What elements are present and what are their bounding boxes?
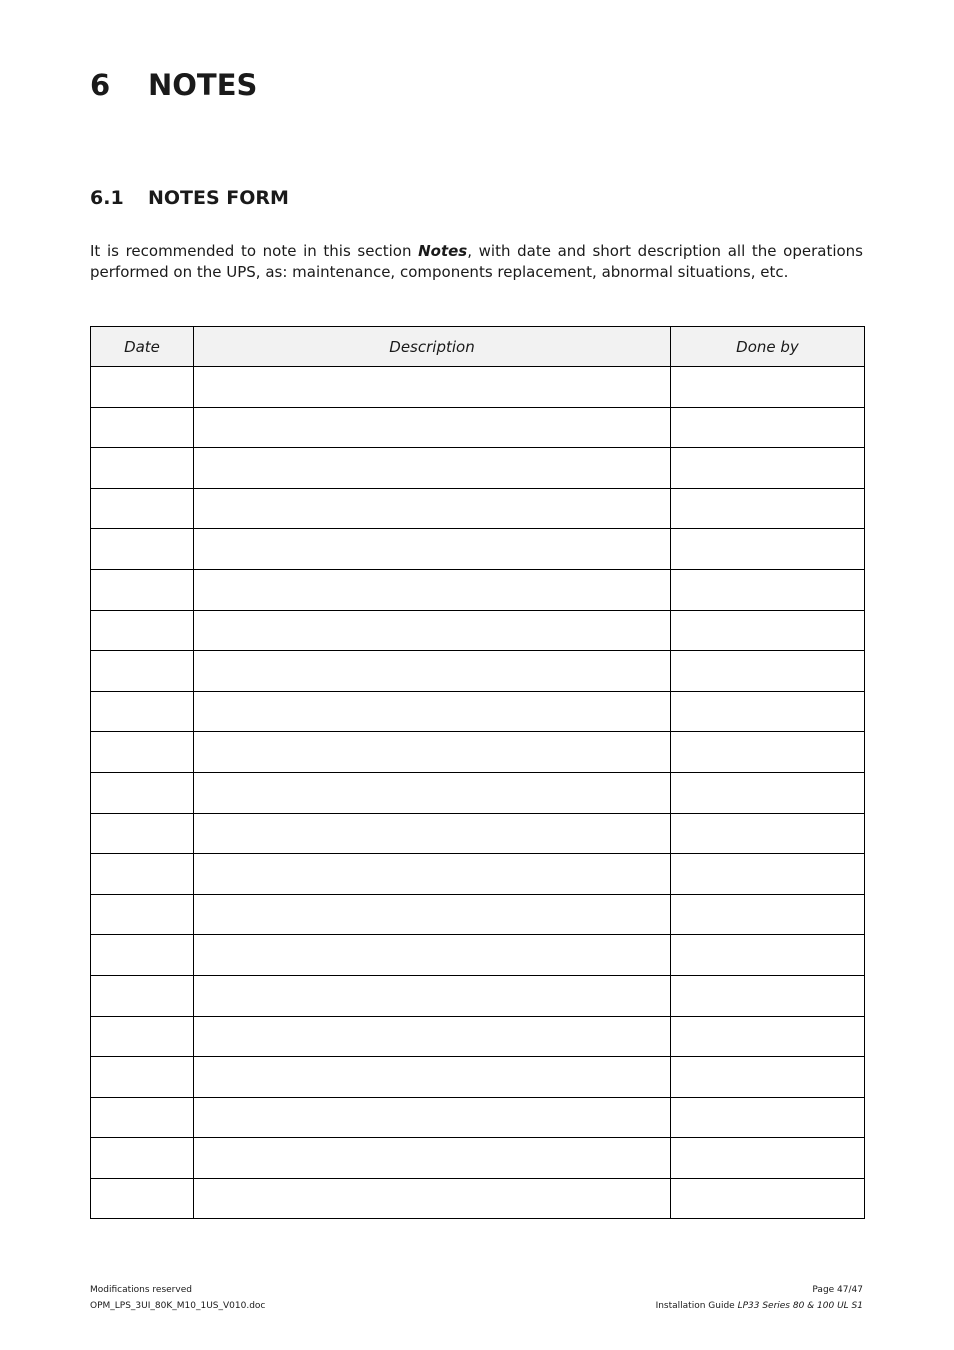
table-row	[91, 732, 865, 773]
date-cell[interactable]	[91, 772, 194, 813]
section-number: 6.1	[90, 187, 124, 209]
table-row	[91, 935, 865, 976]
table-row	[91, 975, 865, 1016]
chapter-number: 6	[90, 68, 111, 102]
table-row	[91, 1097, 865, 1138]
date-cell[interactable]	[91, 732, 194, 773]
table-row	[91, 1057, 865, 1098]
date-cell[interactable]	[91, 854, 194, 895]
table-row	[91, 407, 865, 448]
table-row	[91, 854, 865, 895]
date-cell[interactable]	[91, 610, 194, 651]
table-row	[91, 1178, 865, 1219]
footer-page-number: Page 47/47	[812, 1285, 863, 1295]
date-cell[interactable]	[91, 367, 194, 408]
done-by-cell[interactable]	[671, 772, 865, 813]
intro-emphasis: Notes	[418, 242, 468, 260]
table-row	[91, 610, 865, 651]
description-cell[interactable]	[194, 651, 671, 692]
date-cell[interactable]	[91, 407, 194, 448]
table-row	[91, 1016, 865, 1057]
description-cell[interactable]	[194, 772, 671, 813]
description-cell[interactable]	[194, 1097, 671, 1138]
done-by-cell[interactable]	[671, 1138, 865, 1179]
date-cell[interactable]	[91, 894, 194, 935]
done-by-cell[interactable]	[671, 854, 865, 895]
footer-doc-title	[656, 1301, 863, 1311]
footer-doc-model: LP33 Series 80 & 100 UL S1	[737, 1301, 863, 1311]
date-cell[interactable]	[91, 569, 194, 610]
done-by-cell[interactable]	[671, 1178, 865, 1219]
date-cell[interactable]	[91, 448, 194, 489]
done-by-cell[interactable]	[671, 529, 865, 570]
done-by-cell[interactable]	[671, 935, 865, 976]
date-cell[interactable]	[91, 488, 194, 529]
description-cell[interactable]	[194, 569, 671, 610]
description-cell[interactable]	[194, 813, 671, 854]
done-by-cell[interactable]	[671, 732, 865, 773]
date-cell[interactable]	[91, 975, 194, 1016]
done-by-cell[interactable]	[671, 651, 865, 692]
done-by-cell[interactable]	[671, 407, 865, 448]
footer-left-line1: Modifications reserved	[90, 1285, 192, 1295]
description-cell[interactable]	[194, 732, 671, 773]
table-row	[91, 488, 865, 529]
table-row	[91, 367, 865, 408]
date-cell[interactable]	[91, 1178, 194, 1219]
done-by-cell[interactable]	[671, 1057, 865, 1098]
table-row	[91, 529, 865, 570]
description-cell[interactable]	[194, 975, 671, 1016]
table-row	[91, 448, 865, 489]
description-cell[interactable]	[194, 1138, 671, 1179]
section-heading	[90, 187, 289, 209]
notes-table	[90, 326, 865, 1219]
done-by-cell[interactable]	[671, 894, 865, 935]
table-row	[91, 1138, 865, 1179]
footer-doc-prefix: Installation Guide	[655, 1301, 738, 1311]
done-by-cell[interactable]	[671, 1097, 865, 1138]
date-cell[interactable]	[91, 935, 194, 976]
date-cell[interactable]	[91, 1057, 194, 1098]
footer-left-line2: OPM_LPS_3UI_80K_M10_1US_V010.doc	[90, 1301, 266, 1311]
date-cell[interactable]	[91, 813, 194, 854]
done-by-cell[interactable]	[671, 610, 865, 651]
intro-text-after: , with date and short description all the operations performed on the UPS, as: maintenance, components replacement, abnormal situations, etc.	[90, 242, 863, 281]
date-cell[interactable]	[91, 691, 194, 732]
date-cell[interactable]	[91, 1138, 194, 1179]
table-row	[91, 772, 865, 813]
done-by-cell[interactable]	[671, 975, 865, 1016]
chapter-heading	[90, 68, 257, 102]
column-header-done-by: Done by	[671, 327, 865, 367]
done-by-cell[interactable]	[671, 367, 865, 408]
description-cell[interactable]	[194, 488, 671, 529]
done-by-cell[interactable]	[671, 569, 865, 610]
notes-table-header	[91, 327, 865, 367]
description-cell[interactable]	[194, 407, 671, 448]
description-cell[interactable]	[194, 367, 671, 408]
description-cell[interactable]	[194, 1057, 671, 1098]
date-cell[interactable]	[91, 529, 194, 570]
description-cell[interactable]	[194, 529, 671, 570]
description-cell[interactable]	[194, 448, 671, 489]
done-by-cell[interactable]	[671, 691, 865, 732]
table-row	[91, 691, 865, 732]
chapter-title: NOTES	[148, 68, 258, 102]
description-cell[interactable]	[194, 894, 671, 935]
intro-text-before: It is recommended to note in this section	[90, 242, 419, 260]
date-cell[interactable]	[91, 651, 194, 692]
description-cell[interactable]	[194, 691, 671, 732]
intro-paragraph	[90, 241, 863, 283]
date-cell[interactable]	[91, 1016, 194, 1057]
section-title: NOTES FORM	[148, 187, 289, 209]
description-cell[interactable]	[194, 1016, 671, 1057]
date-cell[interactable]	[91, 1097, 194, 1138]
description-cell[interactable]	[194, 854, 671, 895]
column-header-date: Date	[91, 327, 194, 367]
description-cell[interactable]	[194, 935, 671, 976]
description-cell[interactable]	[194, 1178, 671, 1219]
done-by-cell[interactable]	[671, 448, 865, 489]
done-by-cell[interactable]	[671, 488, 865, 529]
table-row	[91, 569, 865, 610]
table-row	[91, 813, 865, 854]
table-row	[91, 651, 865, 692]
done-by-cell[interactable]	[671, 813, 865, 854]
table-row	[91, 894, 865, 935]
done-by-cell[interactable]	[671, 1016, 865, 1057]
column-header-description: Description	[194, 327, 671, 367]
description-cell[interactable]	[194, 610, 671, 651]
